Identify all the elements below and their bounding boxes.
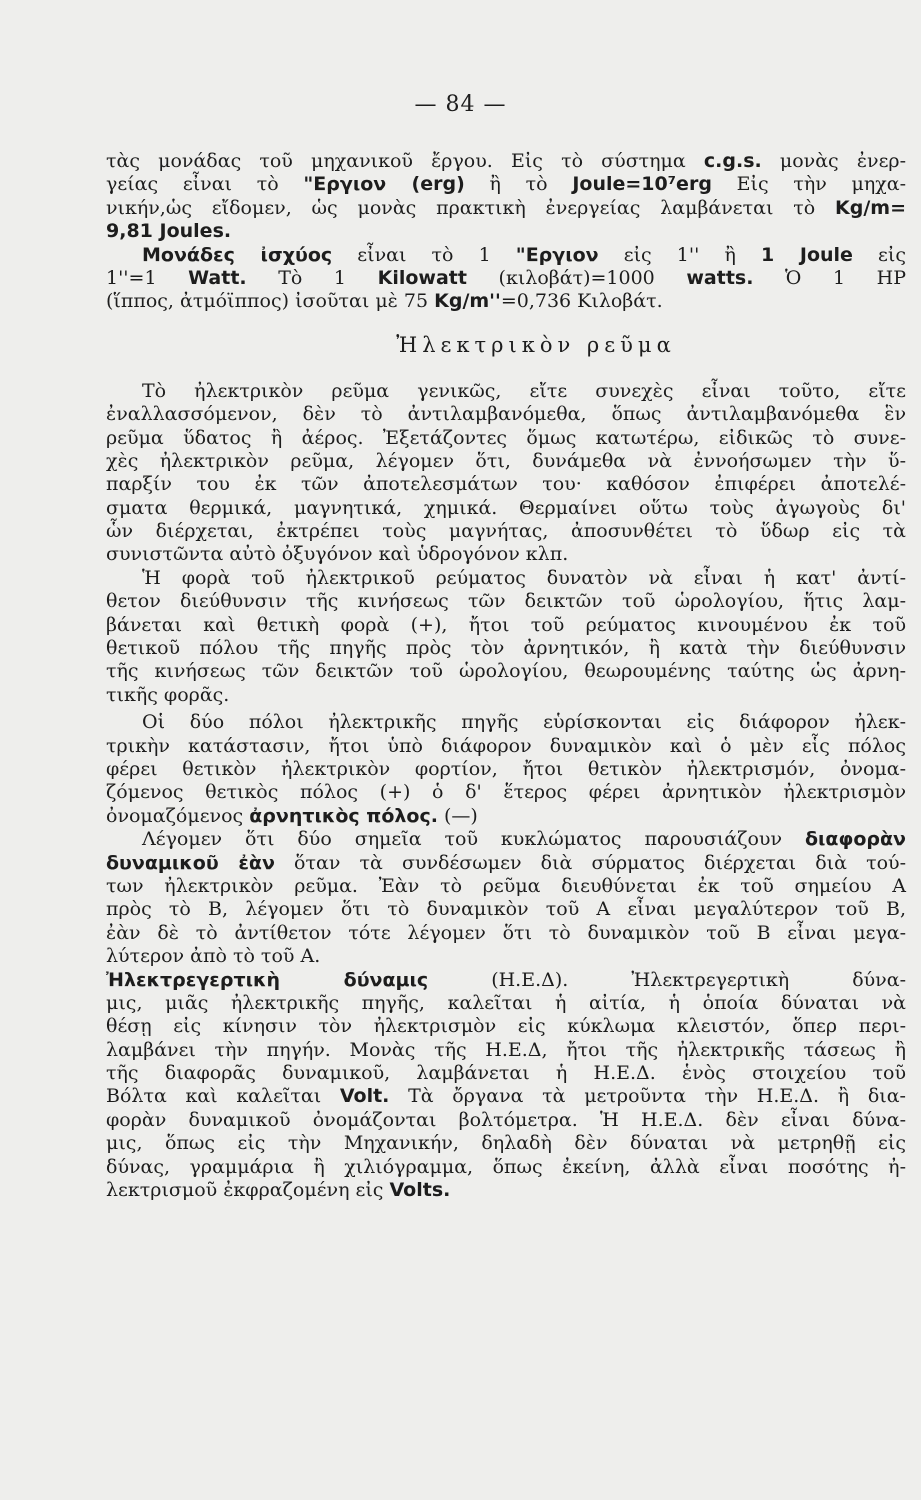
text-line: Ἡ φορὰ τοῦ ἠλεκτρικοῦ ρεύματος δυνατὸν νὰ εἶναι ἡ κατ' ἀντί- (142, 566, 906, 589)
paragraph-potential-difference (106, 828, 906, 968)
text-line: σματα θερμικά, μαγνητικά, χημικά. Θερμαίνει οὕτω τοὺς ἀγωγοὺς δι' (106, 496, 906, 519)
text-line: φορὰν δυναμικοῦ ὀνομάζονται βολτόμετρα. Ἡ Η.Ε.Δ. δὲν εἶναι δύνα- (106, 1108, 906, 1131)
text-line: ρεῦμα ὕδατος ἢ ἀέρος. Ἐξετάζοντες ὅμως κατωτέρω, εἰδικῶς τὸ συνε- (106, 426, 906, 449)
text-line: γείας εἶναι τὸ "Εργιον (erg) ἢ τὸ Joule=10⁷erg Εἰς τὴν μηχα- (106, 173, 907, 196)
text-line: Μονάδες ἰσχύος εἶναι τὸ 1 "Εργιον εἰς 1'' ἢ 1 Joule εἰς (142, 243, 906, 266)
paragraph-electric-current (106, 380, 906, 567)
page-number: — 84 — (414, 92, 507, 117)
text-line: 1''=1 Watt. Τὸ 1 Kilowatt (κιλοβάτ)=1000 watts. Ὁ 1 HP (106, 266, 906, 289)
paragraph-poles (106, 711, 906, 828)
text-line: μις, ὅπως εἰς τὴν Μηχανικήν, δηλαδὴ δὲν δύναται νὰ μετρηθῇ εἰς (106, 1132, 906, 1155)
text-line: ὧν διέρχεται, ἐκτρέπει τοὺς μαγνήτας, ἀποσυνθέτει τὸ ὕδωρ εἰς τὰ (106, 520, 906, 543)
text-line: λεκτρισμοῦ ἐκφραζομένη εἰς Volts. (106, 1179, 451, 1202)
text-line: ἐὰν δὲ τὸ ἀντίθετον τότε λέγομεν ὅτι τὸ δυναμικὸν τοῦ B εἶναι μεγα- (106, 921, 906, 944)
text-line: παρξίν του ἐκ τῶν ἀποτελεσμάτων του· καθόσον ἐπιφέρει ἀποτελέ- (106, 473, 906, 496)
text-line: συνιστῶντα αὐτὸ ὀξυγόνον καὶ ὑδρογόνον κλπ. (106, 543, 569, 566)
paragraph-work-units (106, 150, 906, 244)
text-line: Οἱ δύο πόλοι ἠλεκτρικῆς πηγῆς εὑρίσκονται εἰς διάφορον ἠλεκ- (142, 711, 906, 734)
text-line: (ἵππος, ἀτμόϊππος) ἰσοῦται μὲ 75 Kg/m''=0,736 Κιλοβάτ. (106, 290, 663, 313)
text-line: βάνεται καὶ θετικὴ φορὰ (+), ἤτοι τοῦ ρεύματος κινουμένου ἐκ τοῦ (106, 613, 906, 636)
text-line: τὰς μονάδας τοῦ μηχανικοῦ ἔργου. Εἰς τὸ σύστημα c.g.s. μονὰς ἐνερ- (106, 150, 906, 172)
text-line: των ἠλεκτρικὸν ρεῦμα. Ἐὰν τὸ ρεῦμα διευθύνεται ἐκ τοῦ σημείου A (106, 874, 906, 897)
text-line: Ἠλεκτρεγερτικὴ δύναμις (Η.Ε.Δ). Ἠλεκτρεγερτικὴ δύνα- (106, 968, 906, 991)
text-line: τῆς κινήσεως τῶν δεικτῶν τοῦ ὡρολογίου, θεωρουμένης ταύτης ὡς ἀρνη- (106, 660, 906, 683)
text-line: Τὸ ἠλεκτρικὸν ρεῦμα γενικῶς, εἴτε συνεχὲς εἶναι τοῦτο, εἴτε (142, 379, 906, 402)
text-line: τρικὴν κατάστασιν, ἤτοι ὑπὸ διάφορον δυναμικὸν καὶ ὁ μὲν εἷς πόλος (106, 734, 906, 757)
text-line: ὀνομαζόμενος ἀρνητικὸς πόλος. (—) (106, 804, 478, 827)
text-line: 9,81 Joules. (106, 220, 232, 243)
text-line: Λέγομεν ὅτι δύο σημεῖα τοῦ κυκλώματος παρουσιάζουν διαφορὰν (142, 828, 906, 851)
text-line: φέρει θετικὸν ἠλεκτρικὸν φορτίον, ἤτοι θετικὸν ἠλεκτρισμόν, ὀνομα- (106, 757, 906, 780)
text-line: θέσῃ εἰς κίνησιν τὸν ἠλεκτρισμὸν εἰς κύκλωμα κλειστόν, ὅπερ περι- (106, 1015, 906, 1038)
page-body (106, 150, 906, 1202)
text-line: δύνας, γραμμάρια ἢ χιλιόγραμμα, ὅπως ἐκείνη, ἀλλὰ εἶναι ποσότης ἠ- (106, 1155, 906, 1178)
text-line: νικήν,ὡς εἴδομεν, ὡς μονὰς πρακτικὴ ἐνεργείας λαμβάνεται τὸ Kg/m= (106, 196, 906, 219)
text-line: θετικοῦ πόλου τῆς πηγῆς πρὸς τὸν ἀρνητικόν, ἢ κατὰ τὴν διεύθυνσιν (106, 637, 906, 660)
text-line: τικῆς φορᾶς. (106, 683, 230, 706)
paragraph-power-units (106, 244, 906, 314)
text-line: Βόλτα καὶ καλεῖται Volt. Τὰ ὄργανα τὰ μετροῦντα τὴν Η.Ε.Δ. ἢ δια- (106, 1085, 906, 1108)
text-line: χὲς ἠλεκτρικὸν ρεῦμα, λέγομεν ὅτι, δυνάμεθα νὰ ἐννοήσωμεν τὴν ὕ- (106, 449, 906, 472)
text-line: μις, μιᾶς ἠλεκτρικῆς πηγῆς, καλεῖται ἡ αἰτία, ἡ ὁποία δύναται νὰ (106, 991, 906, 1014)
text-line: τῆς διαφορᾶς δυναμικοῦ, λαμβάνεται ἡ Η.Ε.Δ. ἑνὸς στοιχείου τοῦ (106, 1062, 906, 1085)
text-line: πρὸς τὸ B, λέγομεν ὅτι τὸ δυναμικὸν τοῦ A εἶναι μεγαλύτερον τοῦ B, (106, 898, 906, 921)
text-line: λαμβάνει τὴν πηγήν. Μονὰς τῆς Η.Ε.Δ, ἤτοι τῆς ἠλεκτρικῆς τάσεως ἢ (106, 1038, 906, 1061)
text-line: ἐναλλασσόμενον, δὲν τὸ ἀντιλαμβανόμεθα, ὅπως ἀντιλαμβανόμεθα ἓν (106, 403, 906, 426)
section-heading: Ἠλεκτρικὸν ρεῦμα (396, 332, 676, 357)
text-line: δυναμικοῦ ἐὰν ὅταν τὰ συνδέσωμεν διὰ σύρματος διέρχεται διὰ τού- (106, 851, 906, 874)
text-line: λύτερον ἀπὸ τὸ τοῦ A. (106, 945, 321, 968)
paragraph-current-direction (106, 567, 906, 707)
text-line: θετον διεύθυνσιν τῆς κινήσεως τῶν δεικτῶν τοῦ ὡρολογίου, ἥτις λαμ- (106, 590, 906, 613)
paragraph-emf (106, 969, 906, 1203)
text-line: ζόμενος θετικὸς πόλος (+) ὁ δ' ἕτερος φέρει ἀρνητικὸν ἠλεκτρισμὸν (106, 781, 906, 804)
